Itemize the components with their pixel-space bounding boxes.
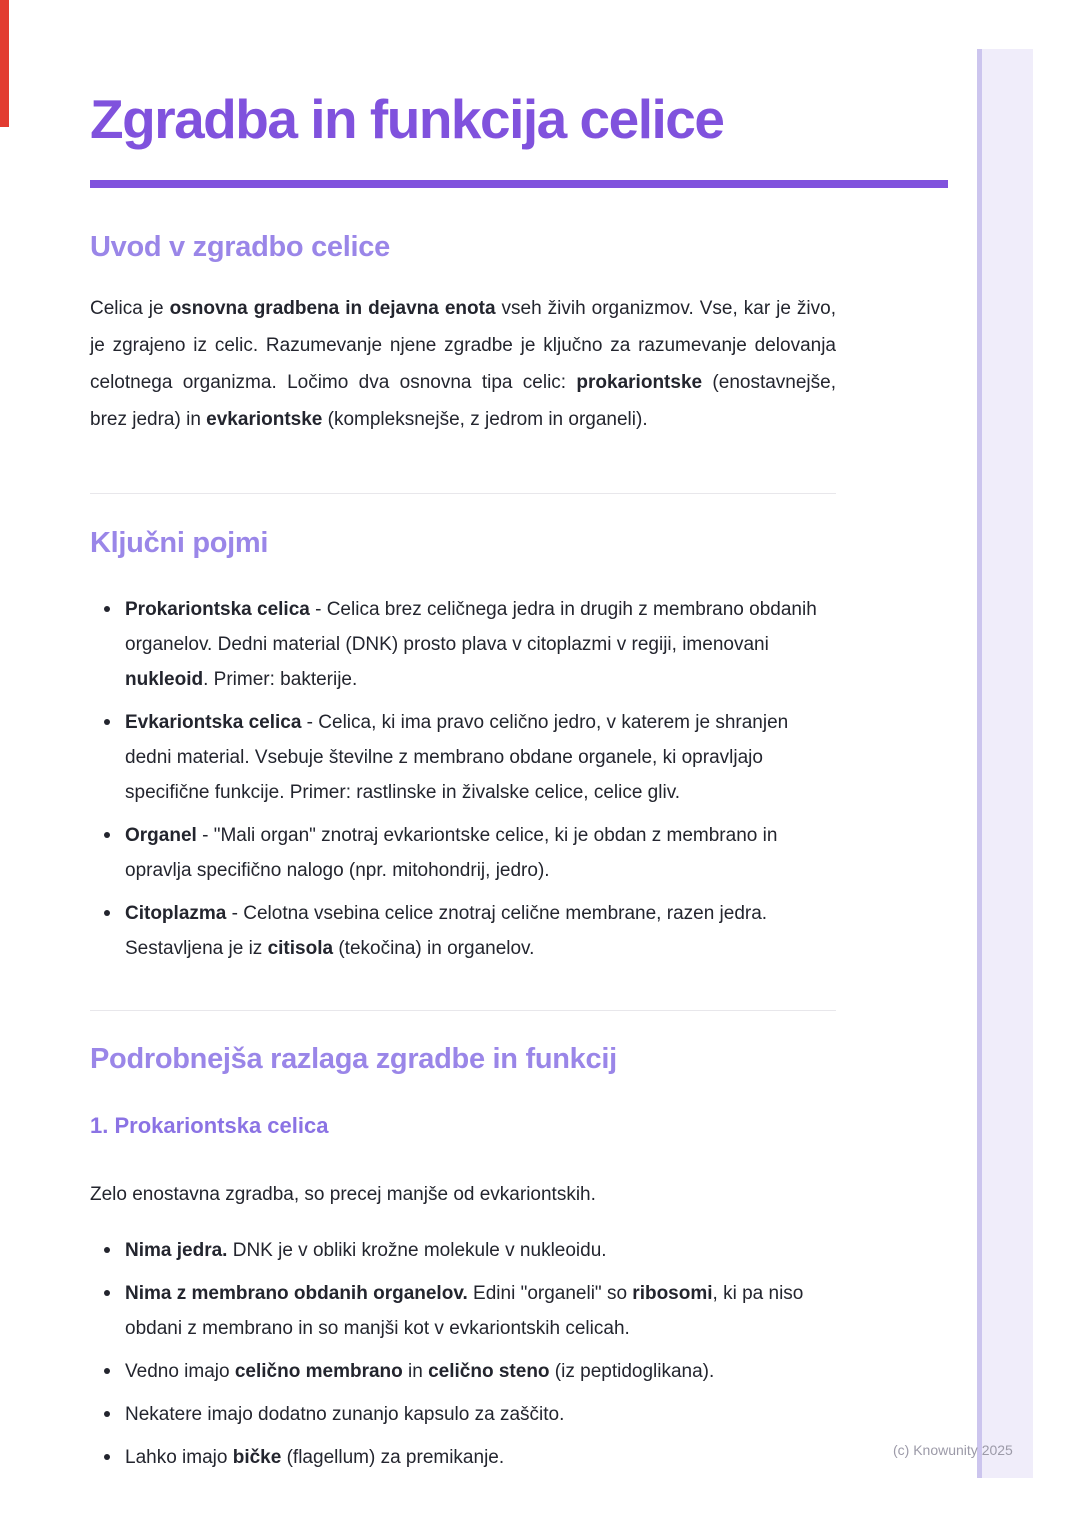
section-key-terms	[90, 524, 836, 974]
bold-text: osnovna gradbena in dejavna enota	[169, 298, 496, 319]
section-divider	[90, 1010, 836, 1011]
list-item	[90, 1440, 836, 1475]
list-item-text	[125, 1404, 564, 1425]
list-item	[90, 1233, 836, 1268]
list-item	[90, 1276, 836, 1346]
bullet-dot	[104, 910, 110, 916]
text-segment: Edini "organeli" so	[467, 1283, 633, 1304]
text-segment: - Celica, ki ima pravo celično jedro, v katerem je shranjen dedni material. Vsebuje številne z membrano obdane organele, ki opravljajo specifične funkcije. Primer: rastlinske in živalske celice, celice gliv.	[125, 712, 789, 803]
bullet-dot	[104, 1454, 110, 1460]
list-item	[90, 592, 836, 697]
text-segment: in	[402, 1361, 429, 1382]
bold-text: citisola	[267, 938, 334, 959]
text-segment: - Celotna vsebina celice znotraj celične membrane, razen jedra. Sestavljena je iz	[125, 903, 768, 959]
section-heading-uvod: Uvod v zgradbo celice	[90, 231, 390, 263]
list-item	[90, 896, 836, 966]
list-item-text	[125, 825, 777, 881]
right-margin-stripe	[977, 49, 1033, 1478]
list-item-text	[125, 1240, 607, 1261]
text-segment: (kompleksnejše, z jedrom in organeli).	[322, 409, 648, 430]
bold-text: celično steno	[428, 1361, 550, 1382]
bullet-dot	[104, 832, 110, 838]
bold-text: Evkariontska celica	[125, 712, 302, 733]
list-item	[90, 1397, 836, 1432]
text-segment: (tekočina) in organelov.	[333, 938, 535, 959]
watermark: (c) Knowunity 2025	[893, 1442, 1013, 1458]
text-segment: Lahko imajo	[125, 1447, 233, 1468]
list-item-text	[125, 712, 788, 803]
text-segment: Nekatere imajo dodatno zunanjo kapsulo za zaščito.	[125, 1404, 565, 1425]
bold-text: evkariontske	[206, 409, 323, 430]
section-intro	[90, 228, 836, 438]
bullet-dot	[104, 1411, 110, 1417]
text-segment: (flagellum) za premikanje.	[281, 1447, 505, 1468]
bold-text: nukleoid	[125, 669, 204, 690]
title-underline	[90, 180, 948, 188]
bullet-dot	[104, 606, 110, 612]
bold-text: Citoplazma	[125, 903, 227, 924]
text-segment: (iz peptidoglikana).	[549, 1361, 715, 1382]
section-heading-podrobnejsa: Podrobnejša razlaga zgradbe in funkcij	[90, 1043, 617, 1075]
bullet-dot	[104, 719, 110, 725]
bullet-dot	[104, 1290, 110, 1296]
bold-text: prokariontske	[576, 372, 703, 393]
section-detailed-explanation	[90, 1040, 836, 1483]
list-item	[90, 1354, 836, 1389]
text-segment: Celica je	[90, 298, 170, 319]
text-segment: - Celica brez celičnega jedra in drugih z membrano obdanih organelov. Dedni material (DNK) prosto plava v citoplazmi v regiji, imenovani	[125, 599, 817, 655]
list-item-text	[125, 599, 817, 690]
text-segment: - "Mali organ" znotraj evkariontske celice, ki je obdan z membrano in opravlja specifično nalogo (npr. mitohondrij, jedro).	[125, 825, 778, 881]
prokaryote-features-list	[90, 1233, 836, 1475]
scroll-position-marker	[0, 0, 9, 127]
bold-text: Nima z membrano obdanih organelov.	[125, 1283, 468, 1304]
intro-paragraph	[90, 290, 836, 438]
list-item-text	[125, 1447, 504, 1468]
text-segment: (enostavnejše, brez jedra) in	[90, 372, 836, 430]
list-item-text	[125, 903, 767, 959]
text-segment: , ki pa niso obdani z membrano in so manjši kot v evkariontskih celicah.	[125, 1283, 804, 1339]
list-item-text	[125, 1283, 803, 1339]
section-divider	[90, 493, 836, 494]
list-item	[90, 705, 836, 810]
list-item	[90, 818, 836, 888]
bold-text: Nima jedra.	[125, 1240, 228, 1261]
bold-text: Prokariontska celica	[125, 599, 310, 620]
bold-text: Organel	[125, 825, 197, 846]
list-item-text	[125, 1361, 714, 1382]
subsection-heading-prokariontska: 1. Prokariontska celica	[90, 1113, 329, 1138]
key-terms-list	[90, 592, 836, 966]
bold-text: ribosomi	[632, 1283, 713, 1304]
text-segment: DNK je v obliki krožne molekule v nukleoidu.	[227, 1240, 607, 1261]
bold-text: celično membrano	[234, 1361, 403, 1382]
text-segment: vseh živih organizmov. Vse, kar je živo, je zgrajeno iz celic. Razumevanje njene zgradbe je ključno za razumevanje delovanja celotnega organizma. Ločimo dva osnovna tipa celic:	[90, 298, 836, 393]
bold-text: bičke	[232, 1447, 282, 1468]
text-segment: . Primer: bakterije.	[203, 669, 358, 690]
bullet-dot	[104, 1247, 110, 1253]
page-title: Zgradba in funkcija celice	[90, 88, 724, 150]
bullet-dot	[104, 1368, 110, 1374]
prokaryote-intro-paragraph: Zelo enostavna zgradba, so precej manjše od evkariontskih.	[90, 1184, 596, 1205]
text-segment: Vedno imajo	[125, 1361, 235, 1382]
section-heading-kljucni-pojmi: Ključni pojmi	[90, 527, 269, 559]
